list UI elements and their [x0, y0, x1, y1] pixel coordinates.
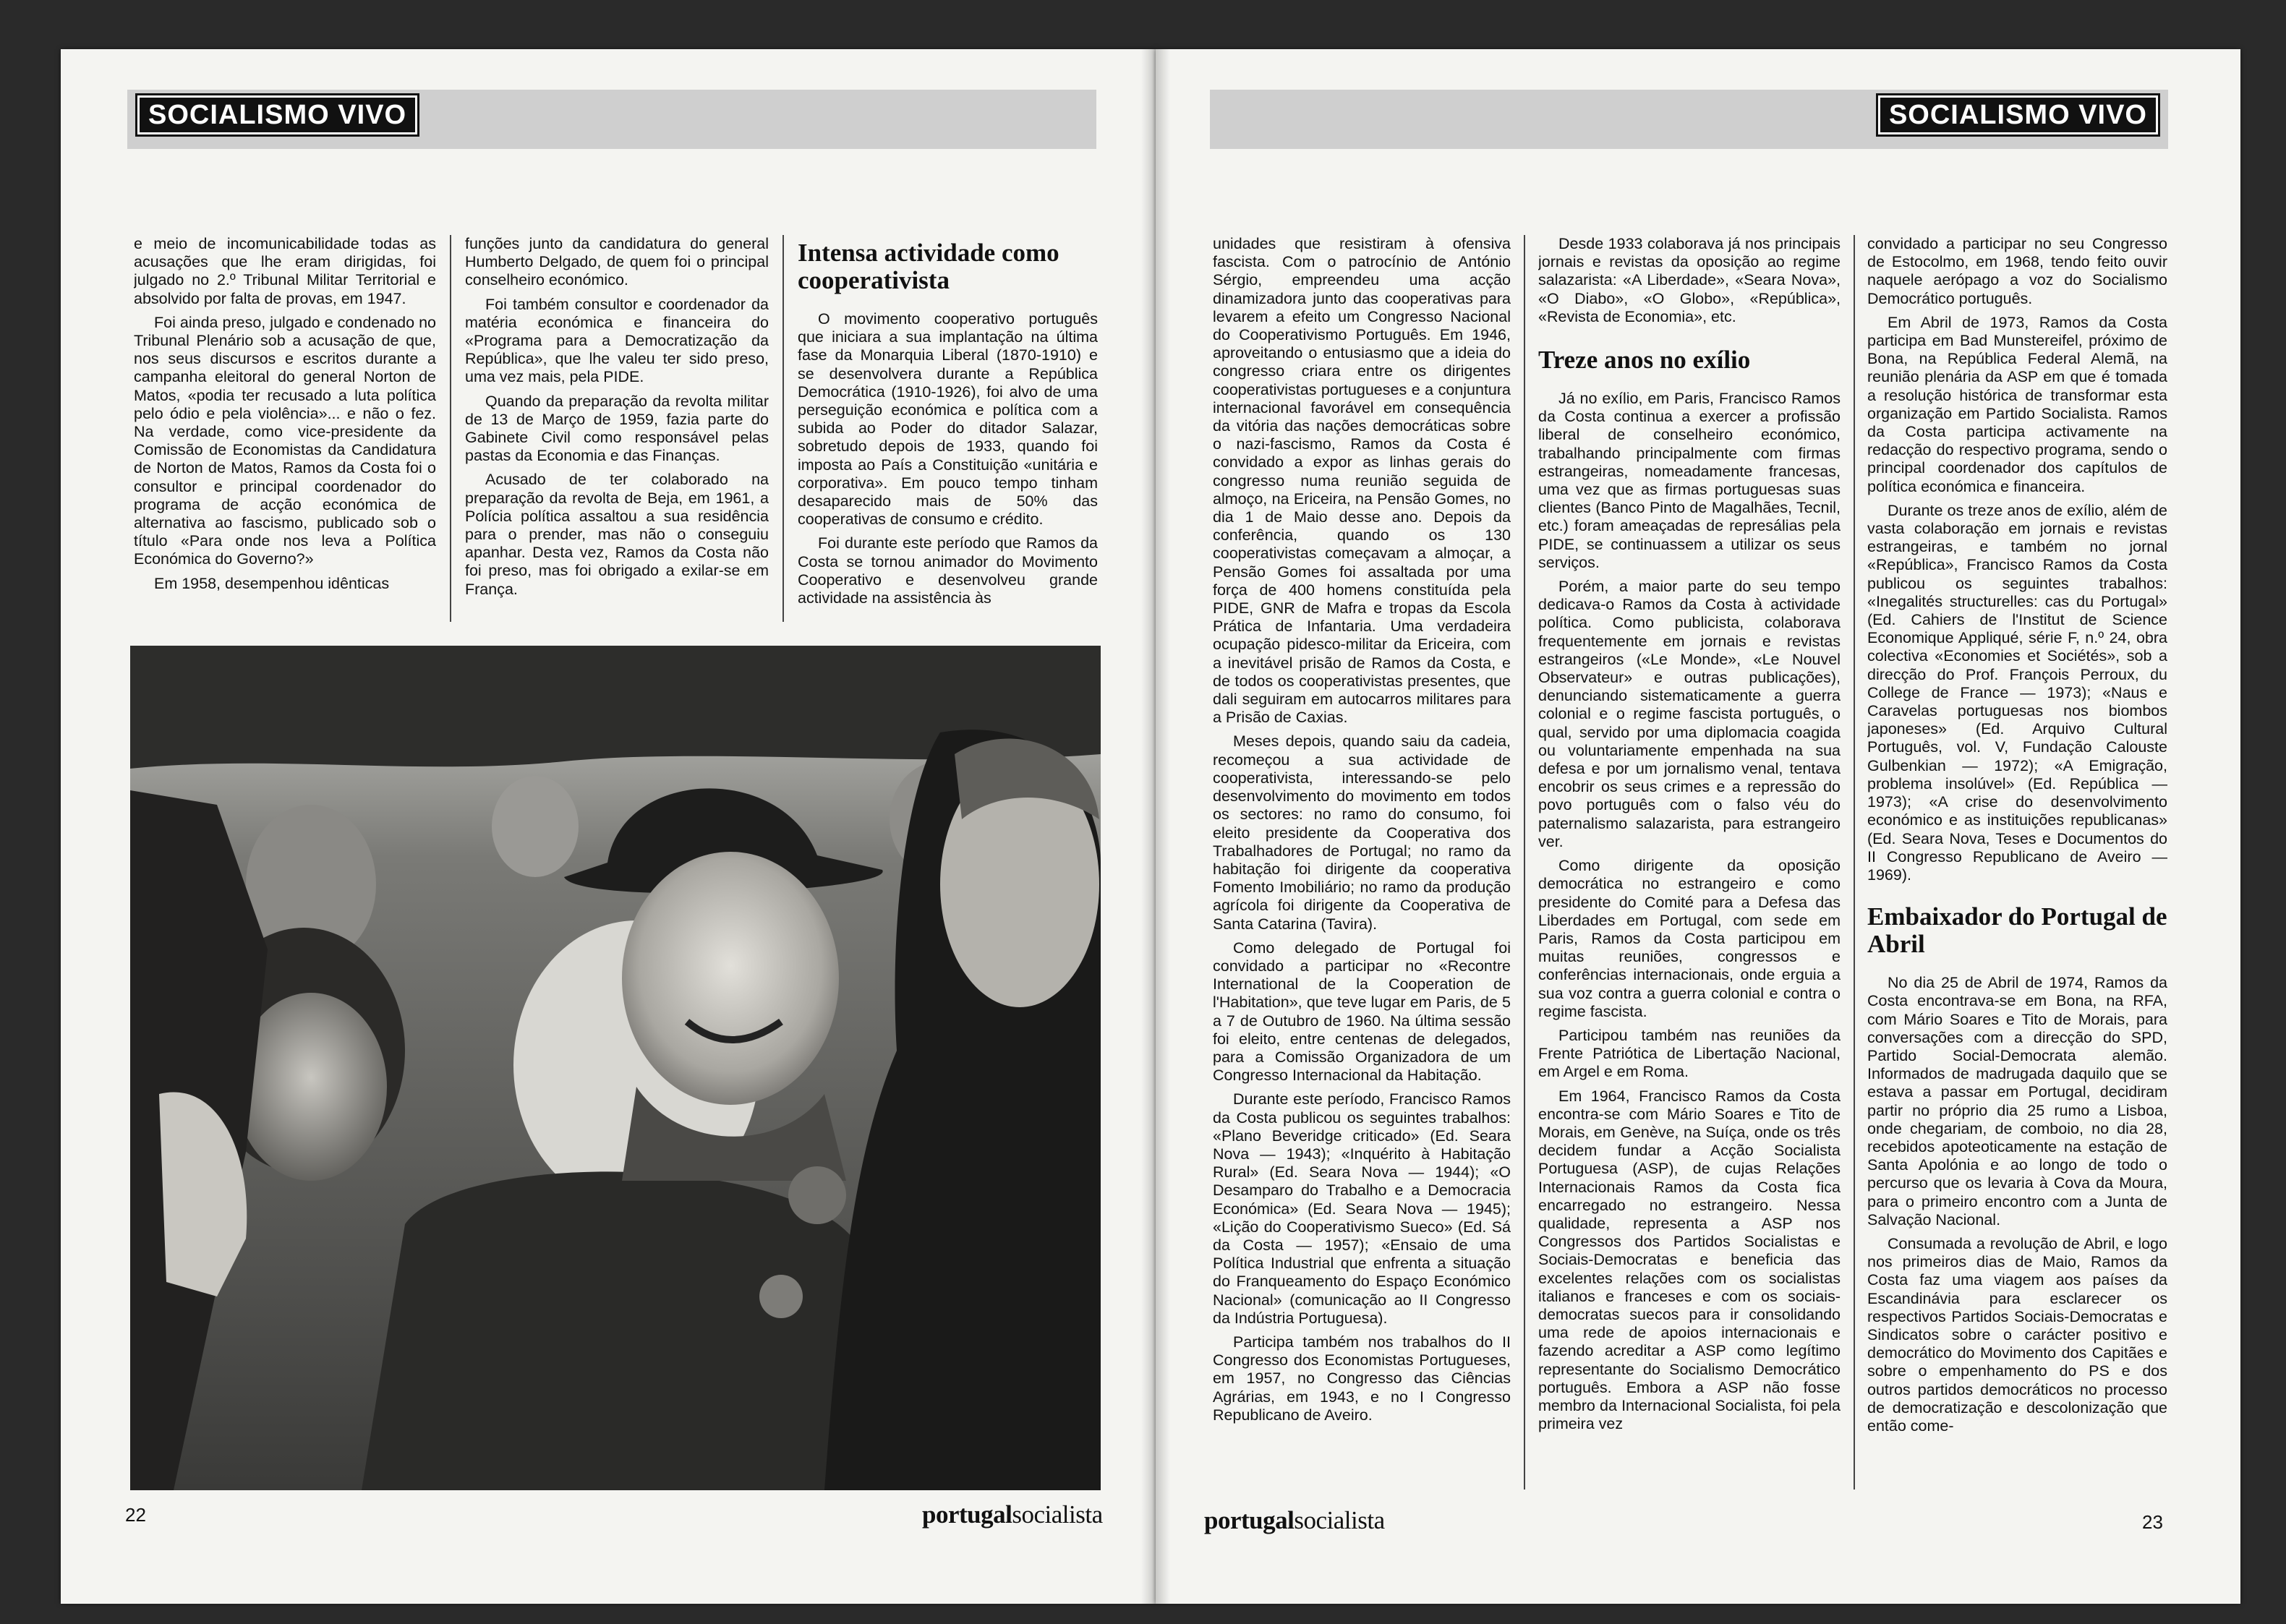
- paragraph: Foi ainda preso, julgado e condenado no Tribunal Plenário sob a acusação de que, nos seus discursos e escritos durante a campanha eleitoral do general Norton de Matos, «podia ter recusado a luta política pelo ódio e pela violência»... e não o fez. Na verdade, como vice-presidente da Comissão de Economistas da Candidatura de Norton de Matos, Ramos da Costa foi o consultor e principal coordenador do programa de acção económica de alternativa ao fascismo, publicado sob o título «Para onde nos leva a Política Económica do Governo?»: [134, 313, 436, 568]
- paragraph: Participou também nas reuniões da Frente Patriótica de Libertação Nacional, em Argel e em Roma.: [1538, 1026, 1841, 1081]
- page-number-right: 23: [2142, 1511, 2163, 1533]
- paragraph: Durante os treze anos de exílio, além de vasta colaboração em jornais e revistas estrangeiras, e também no jornal «República», Francisco Ramos da Costa publicou os seguintes trabalhos: «Inegalités structurelles: cas du Portugal» (Ed. Cahiers de l'Institut de Science Economique Appliqué, série F, n.º 24, obra colectiva «Economies et Sociétés», sob a direcção do Prof. François Perroux, du College de France — 1973); «Naus e Caravelas portuguesas nos biombos japoneses» (Ed. Arquivo Cultural Português, vol. V, Fundação Calouste Gulbenkian — 1972); «A Emigração, problema insolúvel» (Ed. República — 1973); «A crise do desenvolvimento económico e as instituições republicanas» (Ed. Seara Nova, Teses e Documentos do II Congresso Republicano de Aveiro — 1969).: [1867, 501, 2167, 884]
- paragraph: Foi também consultor e coordenador da matéria económica e financeira do «Programa para a Democratização da República», que lhe valeu ter sido preso, uma vez mais, pela PIDE.: [465, 295, 769, 386]
- spine-shadow: [1141, 49, 1170, 1604]
- brand-regular: socialista: [1012, 1500, 1103, 1529]
- paragraph: Em Abril de 1973, Ramos da Costa participa em Bad Munstereifel, próximo de Bona, na República Federal Alemã, na reunião plenária da ASP em que é tomada a resolução histórica de transformar esta organização em Partido Socialista. Ramos da Costa participa activamente na redacção do respectivo programa, sendo o principal coordenador dos capítulos de política económica e financeira.: [1867, 313, 2167, 495]
- paragraph: Porém, a maior parte do seu tempo dedicava-o Ramos da Costa à actividade política. Como publicista, colaborava frequentemente em jornais e revistas estrangeiros («Le Monde», «Le Nouvel Observateur» e outras publicações), denunciando sistematicamente a guerra colonial e o regime fascista português, o qual, servido por uma diplomacia coagida ou voluntariamente empenhada na sua defesa e por um jornalismo venal, tentava encobrir os seus crimes e a repressão do povo português com o falso véu do paternalismo salazarista, para estrangeiro ver.: [1538, 578, 1841, 850]
- crowd-photo: [130, 646, 1101, 1490]
- paragraph: funções junto da candidatura do general Humberto Delgado, de quem foi o principal conselheiro económico.: [465, 235, 769, 289]
- photo-illustration: [130, 646, 1101, 1490]
- paragraph: Participa também nos trabalhos do II Congresso dos Economistas Portugueses, em 1957, no Congresso das Ciências Agrárias, em 1943, e no I Congresso Republicano de Aveiro.: [1213, 1333, 1511, 1424]
- paragraph: Como dirigente da oposição democrática no estrangeiro e como presidente do Comité para a Defesa das Liberdades em Portugal, com sede em Paris, Ramos da Costa participou em muitas reuniões, congressos e conferências internacionais, onde erguia a sua voz contra a guerra colonial e contra o regime fascista.: [1538, 857, 1841, 1020]
- page-number-left: 22: [125, 1504, 146, 1526]
- paragraph: unidades que resistiram à ofensiva fascista. Com o patrocínio de António Sérgio, empreendeu uma acção dinamizadora junto das cooperativas para levarem a efeito um Congresso Nacional do Cooperativismo Português. Em 1946, aproveitando o entusiasmo que a ideia do congresso criara entre os dirigentes cooperativistas portugueses e a conjuntura internacional favorável em consequência da vitória das nações democráticas sobre o nazi-fascismo, Ramos da Costa é convidado a expor as linhas gerais do congresso numa reunião seguida de almoço, na Ericeira, na Pensão Gomes, no dia 1 de Maio desse ano. Depois da conferência, quando os 130 cooperativistas começavam a almoçar, a Pensão Gomes foi assaltada por uma força de 400 homens constituída pela PIDE, GNR de Mafra e tropas da Escola Prática de Infantaria. Uma verdadeira ocupação pidesco-militar da Ericeira, com a inevitável prisão de Ramos da Costa, e de todos os cooperativistas presentes, que dali seguiram em autocarros militares para a Prisão de Caxias.: [1213, 235, 1511, 727]
- paragraph: Como delegado de Portugal foi convidado a participar no «Recontre International de la Cooperation de l'Habitation», que teve lugar em Paris, de 5 a 7 de Outubro de 1960. Na última sessão foi eleito, entre centenas de delegados, para a Comissão Organizadora de um Congresso Internacional da Habitação.: [1213, 939, 1511, 1085]
- section-banner-left: [127, 90, 1096, 149]
- paragraph: Consumada a revolução de Abril, e logo nos primeiros dias de Maio, Ramos da Costa faz uma viagem aos países da Escandinávia para esclarecer os respectivos Partidos Sociais-Democratas e Sindicatos sobre o carácter positivo e democrático do Movimento dos Capitães e sobre o empenhamento do PS e dos outros partidos democráticos no processo de democratização e descolonização que então come-: [1867, 1234, 2167, 1435]
- right-column-1: [1213, 235, 1511, 1490]
- brand-logo-left: [922, 1500, 1103, 1529]
- paragraph: Já no exílio, em Paris, Francisco Ramos da Costa continua a exercer a profissão liberal de conselheiro económico, trabalhando principalmente com firmas estrangeiras, nomeadamente francesas, uma vez que as firmas portuguesas suas clientes (Banco Pinto de Magalhães, Tecnil, etc.) foram ameaçadas de represálias pela PIDE, se continuassem a utilizar os seus serviços.: [1538, 390, 1841, 571]
- paragraph: O movimento cooperativo português que iniciara a sua implantação na última fase da Monarquia Liberal (1870-1910) e se desenvolvera durante a República Democrática (1910-1926), foi alvo de uma perseguição económica e política com a subida ao Poder do ditador Salazar, sobretudo depois de 1933, quando foi imposta ao País a Constituição «unitária e corporativa». Em pouco tempo tinham desaparecido mais de 50% das cooperativas de consumo e crédito.: [798, 310, 1098, 529]
- left-column-2: [465, 235, 769, 624]
- section-heading: Treze anos no exílio: [1538, 346, 1751, 375]
- section-label-left: SOCIALISMO VIVO: [137, 95, 417, 134]
- paragraph: Acusado de ter colaborado na preparação da revolta de Beja, em 1961, a Polícia política assaltou a sua residência para o prender, mas não o conseguiu apanhar. Desta vez, Ramos da Costa não foi preso, mas foi obrigado a exilar-se em França.: [465, 471, 769, 598]
- paragraph: Em 1964, Francisco Ramos da Costa encontra-se com Mário Soares e Tito de Morais, em Genève, na Suíça, onde os três decidem fundar a Acção Socialista Portuguesa (ASP), de cujas Relações Internacionais Ramos da Costa fica encarregado no estrangeiro. Nessa qualidade, representa a ASP nos Congressos dos Partidos Socialistas e Sociais-Democratas e beneficia das excelentes relações com os socialistas italianos e franceses e com os sociais-democratas suecos para ir consolidando uma rede de apoios internacionais e fazendo acreditar a ASP como legítimo representante do Socialismo Democrático português. Embora a ASP não fosse membro da Internacional Socialista, foi pela primeira vez: [1538, 1087, 1841, 1433]
- brand-regular: socialista: [1294, 1506, 1385, 1534]
- section-heading: Intensa actividade como cooperativista: [798, 239, 1059, 294]
- right-column-3: [1867, 235, 2167, 1490]
- paragraph: Quando da preparação da revolta militar de 13 de Março de 1959, fazia parte do Gabinete Civil como responsável pelas pastas da Economia e das Finanças.: [465, 392, 769, 465]
- column-rule: [1854, 235, 1855, 1490]
- section-label-right: SOCIALISMO VIVO: [1878, 95, 2158, 134]
- paragraph: Durante este período, Francisco Ramos da Costa publicou os seguintes trabalhos: «Plano Beveridge criticado» (Ed. Seara Nova — 1943); «Inquérito à Habitação Rural» (Ed. Seara Nova — 1944); «O Desamparo do Trabalho e a Democracia Económica» (Ed. Seara Nova — 1945); «Lição do Cooperativismo Sueco» (Ed. Sá da Costa — 1957); «Ensaio de uma Política Industrial que enfrenta a situação do Franqueamento do Espaço Económico Nacional» (comunicação ao II Congresso da Indústria Portuguesa).: [1213, 1090, 1511, 1327]
- left-column-3: [798, 235, 1098, 624]
- section-heading: Embaixador do Portugal de Abril: [1867, 902, 2167, 959]
- paragraph: Em 1958, desempenhou idênticas: [154, 574, 390, 592]
- paragraph: e meio de incomunicabilidade todas as acusações que lhe eram dirigidas, foi julgado no 2.º Tribunal Militar Territorial e absolvido por falta de provas, em 1947.: [134, 235, 436, 307]
- paragraph: convidado a participar no seu Congresso de Estocolmo, em 1968, tendo feito ouvir naquele aerópago a voz do Socialismo Democrático português.: [1867, 235, 2167, 307]
- right-column-2: [1538, 235, 1841, 1490]
- paragraph: No dia 25 de Abril de 1974, Ramos da Costa encontrava-se em Bona, na RFA, com Mário Soares e Tito de Morais, para conversações com a direcção do SPD, Partido Social-Democrata alemão. Informados de madrugada daquilo que se estava a passar em Portugal, decidiram partir no próprio dia 25 rumo a Lisboa, onde chegariam, de comboio, no dia 28, recebidos apoteoticamente na estação de Santa Apolónia e ao longo de todo o percurso que os levaria à Cova da Moura, para o primeiro encontro com a Junta de Salvação Nacional.: [1867, 974, 2167, 1228]
- brand-logo-right: [1204, 1506, 1385, 1535]
- brand-bold: portugal: [922, 1500, 1012, 1529]
- left-column-1: [134, 235, 436, 624]
- paragraph: Foi durante este período que Ramos da Costa se tornou animador do Movimento Cooperativo e desenvolveu grande actividade na assistência às: [798, 534, 1098, 607]
- paragraph: Meses depois, quando saiu da cadeia, recomeçou a sua actividade de cooperativista, interessando-se pelo desenvolvimento do movimento em todos os sectores: no ramo do consumo, foi eleito presidente da Cooperativa dos Trabalhadores de Portugal; no ramo da habitação foi dirigente da cooperativa Fomento Imobiliário; no ramo da produção agrícola foi dirigente da Cooperativa de Santa Catarina (Tavira).: [1213, 732, 1511, 933]
- section-banner-right: [1210, 90, 2168, 149]
- column-rule: [782, 235, 784, 622]
- brand-bold: portugal: [1204, 1506, 1295, 1534]
- column-rule: [450, 235, 451, 622]
- column-rule: [1524, 235, 1525, 1490]
- paragraph: Desde 1933 colaborava já nos principais jornais e revistas da oposição ao regime salazarista: «A Liberdade», «Seara Nova», «O Diabo», «O Globo», «República», «Revista de Economia», etc.: [1538, 235, 1841, 325]
